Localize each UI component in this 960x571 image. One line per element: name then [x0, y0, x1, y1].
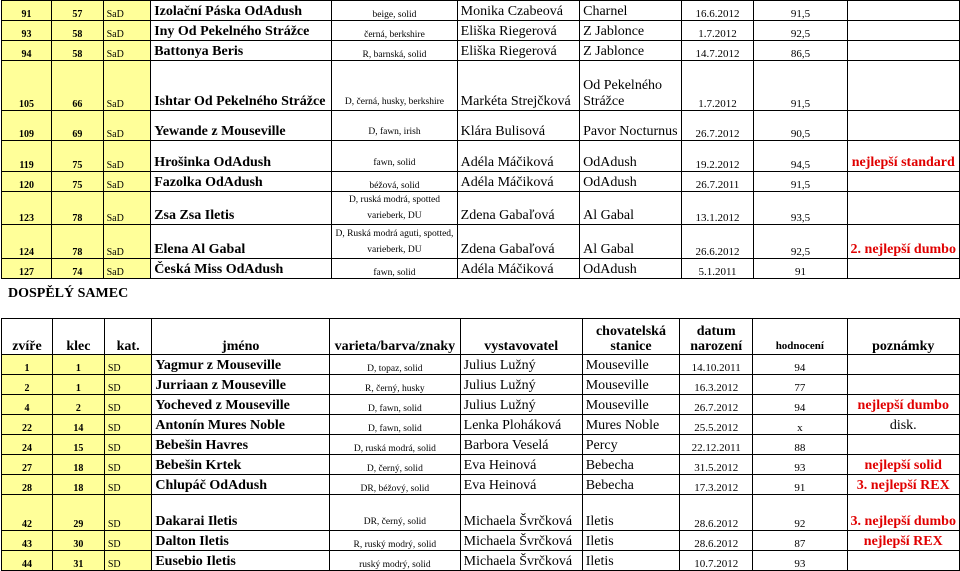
cell-exhibitor: Adéla Máčiková: [457, 172, 579, 192]
cell-category: SaD: [103, 141, 151, 172]
cell-breeder: OdAdush: [580, 141, 682, 172]
cell-variety: D, Ruská modrá aguti, spotted, varieberk, DU: [332, 225, 457, 259]
cell-animal: 91: [2, 1, 52, 21]
table-row: [2, 475, 960, 495]
cell-birthdate: 19.2.2012: [681, 141, 754, 172]
results-table-top: [1, 0, 960, 279]
cell-name: Yewande z Mouseville: [151, 111, 332, 141]
cell-category: SD: [104, 475, 151, 495]
table-row: [2, 141, 960, 172]
cell-breeder: Mouseville: [582, 395, 680, 415]
cell-breeder: OdAdush: [580, 172, 682, 192]
cell-birthdate: 5.1.2011: [681, 259, 754, 279]
cell-notes: [847, 172, 959, 192]
cell-cage: 78: [52, 225, 103, 259]
cell-animal: 24: [2, 435, 53, 455]
cell-score: 92: [753, 495, 847, 531]
cell-breeder: Mures Noble: [582, 415, 680, 435]
cell-notes: [847, 375, 959, 395]
cell-category: SD: [104, 531, 151, 551]
cell-animal: 2: [2, 375, 53, 395]
cell-notes: 3. nejlepší dumbo: [847, 495, 959, 531]
cell-exhibitor: Adéla Máčiková: [457, 141, 579, 172]
cell-category: SaD: [103, 172, 151, 192]
cell-exhibitor: Eliška Riegerová: [457, 21, 579, 41]
cell-score: 86,5: [754, 41, 847, 61]
cell-cage: 14: [52, 415, 104, 435]
cell-cage: 1: [52, 375, 104, 395]
cell-variety: béžová, solid: [332, 172, 457, 192]
table-row: [2, 111, 960, 141]
table-row: [2, 21, 960, 41]
cell-exhibitor: Barbora Veselá: [460, 435, 582, 455]
cell-birthdate: 16.3.2012: [680, 375, 753, 395]
header-score: hodnocení: [753, 319, 847, 355]
table-row: [2, 259, 960, 279]
cell-notes: [847, 192, 959, 225]
cell-exhibitor: Klára Bulisová: [457, 111, 579, 141]
cell-score: x: [753, 415, 847, 435]
cell-cage: 75: [52, 172, 103, 192]
table-row: [2, 375, 960, 395]
cell-birthdate: 25.5.2012: [680, 415, 753, 435]
cell-notes: [847, 61, 959, 111]
cell-category: SD: [104, 355, 151, 375]
cell-breeder: Mouseville: [582, 355, 680, 375]
cell-animal: 127: [2, 259, 52, 279]
cell-cage: 1: [52, 355, 104, 375]
cell-exhibitor: Julius Lužný: [460, 375, 582, 395]
cell-animal: 27: [2, 455, 53, 475]
cell-breeder: Bebecha: [582, 455, 680, 475]
cell-birthdate: 26.6.2012: [681, 225, 754, 259]
table-row: [2, 495, 960, 531]
cell-animal: 119: [2, 141, 52, 172]
cell-name: Bebešin Havres: [152, 435, 330, 455]
cell-score: 92,5: [754, 225, 847, 259]
header-name: jméno: [152, 319, 330, 355]
cell-birthdate: 26.7.2012: [681, 111, 754, 141]
cell-exhibitor: Adéla Máčiková: [457, 259, 579, 279]
cell-score: 90,5: [754, 111, 847, 141]
cell-variety: D, ruská modrá, solid: [330, 435, 461, 455]
cell-animal: 44: [2, 551, 53, 571]
header-cage: klec: [52, 319, 104, 355]
cell-breeder: Z Jablonce: [580, 41, 682, 61]
cell-cage: 58: [52, 41, 103, 61]
cell-score: 94: [753, 395, 847, 415]
cell-notes: nejlepší solid: [847, 455, 959, 475]
cell-category: SaD: [103, 192, 151, 225]
cell-cage: 15: [52, 435, 104, 455]
cell-name: Česká Miss OdAdush: [151, 259, 332, 279]
cell-cage: 69: [52, 111, 103, 141]
cell-variety: D, černá, husky, berkshire: [332, 61, 457, 111]
cell-notes: [847, 435, 959, 455]
cell-category: SaD: [103, 111, 151, 141]
cell-variety: fawn, solid: [332, 259, 457, 279]
cell-score: 91,5: [754, 61, 847, 111]
cell-birthdate: 26.7.2012: [680, 395, 753, 415]
cell-name: Yagmur z Mouseville: [152, 355, 330, 375]
cell-variety: D, černý, solid: [330, 455, 461, 475]
cell-category: SD: [104, 375, 151, 395]
cell-cage: 75: [52, 141, 103, 172]
cell-variety: DR, béžový, solid: [330, 475, 461, 495]
cell-cage: 18: [52, 475, 104, 495]
cell-variety: beige, solid: [332, 1, 457, 21]
cell-name: Chlupáč OdAdush: [152, 475, 330, 495]
cell-breeder: Z Jablonce: [580, 21, 682, 41]
cell-birthdate: 14.10.2011: [680, 355, 753, 375]
cell-variety: D, topaz, solid: [330, 355, 461, 375]
cell-category: SD: [104, 551, 151, 571]
cell-birthdate: 1.7.2012: [681, 61, 754, 111]
cell-exhibitor: Michaela Švrčková: [460, 551, 582, 571]
cell-notes: 3. nejlepší REX: [847, 475, 959, 495]
cell-score: 94,5: [754, 141, 847, 172]
cell-animal: 124: [2, 225, 52, 259]
cell-exhibitor: Eva Heinová: [460, 475, 582, 495]
cell-variety: fawn, solid: [332, 141, 457, 172]
table-row: [2, 531, 960, 551]
cell-variety: D, fawn, solid: [330, 415, 461, 435]
cell-score: 77: [753, 375, 847, 395]
cell-exhibitor: Markéta Strejčková: [457, 61, 579, 111]
table-row: [2, 435, 960, 455]
cell-score: 91,5: [754, 172, 847, 192]
cell-category: SD: [104, 395, 151, 415]
cell-notes: [847, 41, 959, 61]
cell-category: SD: [104, 435, 151, 455]
cell-category: SaD: [103, 41, 151, 61]
cell-notes: nejlepší dumbo: [847, 395, 959, 415]
table-row: [2, 41, 960, 61]
cell-animal: 120: [2, 172, 52, 192]
cell-category: SD: [104, 415, 151, 435]
cell-breeder: Iletis: [582, 531, 680, 551]
cell-breeder: Charnel: [580, 1, 682, 21]
cell-category: SD: [104, 455, 151, 475]
cell-score: 91: [754, 259, 847, 279]
cell-breeder: Iletis: [582, 551, 680, 571]
cell-exhibitor: Monika Czabeová: [457, 1, 579, 21]
cell-variety: ruský modrý, solid: [330, 551, 461, 571]
cell-breeder: OdAdush: [580, 259, 682, 279]
cell-name: Bebešin Krtek: [152, 455, 330, 475]
cell-animal: 28: [2, 475, 53, 495]
cell-birthdate: 10.7.2012: [680, 551, 753, 571]
cell-cage: 18: [52, 455, 104, 475]
cell-breeder: Iletis: [582, 495, 680, 531]
cell-variety: DR, černý, solid: [330, 495, 461, 531]
header-birthdate: datum narození: [680, 319, 753, 355]
cell-name: Battonya Beris: [151, 41, 332, 61]
section-title: DOSPĚLÝ SAMEC: [8, 286, 129, 301]
cell-cage: 58: [52, 21, 103, 41]
cell-name: Hrošinka OdAdush: [151, 141, 332, 172]
cell-variety: D, ruská modrá, spotted varieberk, DU: [332, 192, 457, 225]
cell-category: SaD: [103, 21, 151, 41]
cell-birthdate: 28.6.2012: [680, 495, 753, 531]
cell-variety: D, fawn, irish: [332, 111, 457, 141]
header-exhibitor: vystavovatel: [460, 319, 582, 355]
cell-name: Antonín Mures Noble: [152, 415, 330, 435]
cell-category: SaD: [103, 61, 151, 111]
cell-breeder: Pavor Nocturnus: [580, 111, 682, 141]
cell-animal: 123: [2, 192, 52, 225]
cell-birthdate: 26.7.2011: [681, 172, 754, 192]
cell-variety: R, ruský modrý, solid: [330, 531, 461, 551]
cell-name: Jurriaan z Mouseville: [152, 375, 330, 395]
cell-notes: [847, 259, 959, 279]
cell-breeder: Od Pekelného Strážce: [580, 61, 682, 111]
header-variety: varieta/barva/znaky: [330, 319, 461, 355]
cell-animal: 4: [2, 395, 53, 415]
cell-notes: nejlepší standard: [847, 141, 959, 172]
cell-score: 87: [753, 531, 847, 551]
table-header-row: [2, 319, 960, 355]
cell-cage: 66: [52, 61, 103, 111]
cell-exhibitor: Julius Lužný: [460, 355, 582, 375]
cell-name: Ishtar Od Pekelného Strážce: [151, 61, 332, 111]
cell-breeder: Bebecha: [582, 475, 680, 495]
cell-category: SD: [104, 495, 151, 531]
table-row: [2, 415, 960, 435]
cell-variety: R, černý, husky: [330, 375, 461, 395]
cell-birthdate: 17.3.2012: [680, 475, 753, 495]
cell-cage: 30: [52, 531, 104, 551]
table-row: [2, 395, 960, 415]
table-row: [2, 1, 960, 21]
cell-exhibitor: Zdena Gabaľová: [457, 192, 579, 225]
cell-birthdate: 1.7.2012: [681, 21, 754, 41]
table-row: [2, 172, 960, 192]
table-row: [2, 225, 960, 259]
cell-birthdate: 28.6.2012: [680, 531, 753, 551]
cell-score: 88: [753, 435, 847, 455]
cell-name: Dakarai Iletis: [152, 495, 330, 531]
cell-exhibitor: Zdena Gabaľová: [457, 225, 579, 259]
cell-variety: R, barnská, solid: [332, 41, 457, 61]
cell-score: 94: [753, 355, 847, 375]
cell-animal: 109: [2, 111, 52, 141]
cell-category: SaD: [103, 225, 151, 259]
cell-score: 93: [753, 551, 847, 571]
header-animal: zvíře: [2, 319, 53, 355]
cell-breeder: Al Gabal: [580, 225, 682, 259]
header-notes: poznámky: [847, 319, 959, 355]
cell-exhibitor: Eliška Riegerová: [457, 41, 579, 61]
cell-exhibitor: Michaela Švrčková: [460, 531, 582, 551]
cell-name: Yocheved z Mouseville: [152, 395, 330, 415]
cell-name: Elena Al Gabal: [151, 225, 332, 259]
cell-animal: 93: [2, 21, 52, 41]
cell-exhibitor: Julius Lužný: [460, 395, 582, 415]
cell-score: 91: [753, 475, 847, 495]
cell-notes: nejlepší REX: [847, 531, 959, 551]
table-row: [2, 192, 960, 225]
results-table-bottom: [1, 318, 960, 571]
cell-notes: [847, 1, 959, 21]
header-breeder: chovatelská stanice: [582, 319, 680, 355]
cell-cage: 78: [52, 192, 103, 225]
cell-name: Izolační Páska OdAdush: [151, 1, 332, 21]
cell-variety: černá, berkshire: [332, 21, 457, 41]
cell-breeder: Al Gabal: [580, 192, 682, 225]
cell-category: SaD: [103, 1, 151, 21]
cell-notes: [847, 111, 959, 141]
cell-name: Fazolka OdAdush: [151, 172, 332, 192]
cell-name: Eusebio Iletis: [152, 551, 330, 571]
cell-animal: 105: [2, 61, 52, 111]
cell-birthdate: 31.5.2012: [680, 455, 753, 475]
cell-birthdate: 16.6.2012: [681, 1, 754, 21]
cell-notes: [847, 21, 959, 41]
cell-score: 92,5: [754, 21, 847, 41]
cell-animal: 43: [2, 531, 53, 551]
cell-notes: 2. nejlepší dumbo: [847, 225, 959, 259]
table-row: [2, 455, 960, 475]
cell-birthdate: 22.12.2011: [680, 435, 753, 455]
cell-cage: 57: [52, 1, 103, 21]
cell-variety: D, fawn, solid: [330, 395, 461, 415]
cell-name: Zsa Zsa Iletis: [151, 192, 332, 225]
cell-animal: 22: [2, 415, 53, 435]
cell-category: SaD: [103, 259, 151, 279]
cell-birthdate: 14.7.2012: [681, 41, 754, 61]
cell-score: 91,5: [754, 1, 847, 21]
cell-animal: 42: [2, 495, 53, 531]
cell-score: 93,5: [754, 192, 847, 225]
cell-breeder: Mouseville: [582, 375, 680, 395]
cell-animal: 1: [2, 355, 53, 375]
cell-breeder: Percy: [582, 435, 680, 455]
cell-cage: 2: [52, 395, 104, 415]
cell-animal: 94: [2, 41, 52, 61]
header-category: kat.: [104, 319, 151, 355]
table-row: [2, 61, 960, 111]
cell-notes: [847, 355, 959, 375]
cell-exhibitor: Lenka Ploháková: [460, 415, 582, 435]
cell-cage: 29: [52, 495, 104, 531]
cell-exhibitor: Michaela Švrčková: [460, 495, 582, 531]
cell-birthdate: 13.1.2012: [681, 192, 754, 225]
cell-score: 93: [753, 455, 847, 475]
cell-name: Iny Od Pekelného Strážce: [151, 21, 332, 41]
cell-name: Dalton Iletis: [152, 531, 330, 551]
cell-exhibitor: Eva Heinová: [460, 455, 582, 475]
cell-cage: 31: [52, 551, 104, 571]
cell-notes: disk.: [847, 415, 959, 435]
cell-cage: 74: [52, 259, 103, 279]
table-row: [2, 355, 960, 375]
